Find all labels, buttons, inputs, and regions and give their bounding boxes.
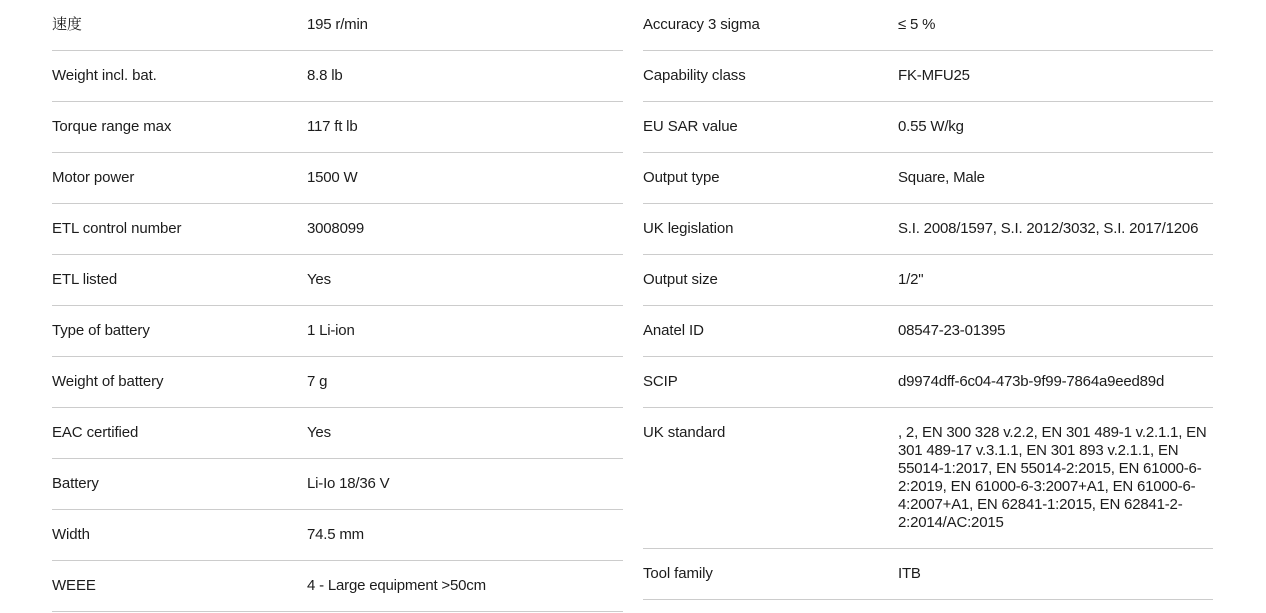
spec-row-eu-sar-value	[643, 102, 1213, 153]
spec-label: Accuracy 3 sigma	[643, 16, 760, 33]
spec-label: ETL control number	[52, 220, 182, 237]
spec-label: Output type	[643, 169, 720, 186]
spec-value: Yes	[307, 271, 331, 288]
spec-column-right	[643, 0, 1213, 600]
spec-row-width	[52, 510, 623, 561]
spec-value: Yes	[307, 424, 331, 441]
spec-row-type-of-battery	[52, 306, 623, 357]
spec-row-speed	[52, 0, 623, 51]
spec-row-etl-listed	[52, 255, 623, 306]
spec-label: Tool family	[643, 565, 713, 582]
spec-row-weee	[52, 561, 623, 612]
spec-label: EAC certified	[52, 424, 139, 441]
spec-row-capability-class	[643, 51, 1213, 102]
spec-label: Weight of battery	[52, 373, 164, 390]
spec-value: 4 - Large equipment >50cm	[307, 577, 486, 594]
spec-value: , 2, EN 300 328 v.2.2, EN 301 489-1 v.2.1.1, EN 301 489-17 v.3.1.1, EN 301 893 v.2.1.1, EN 55014-1:2017, EN 55014-2:2015, EN 61000-6-2:2019, EN 61000-6-3:2007+A1, EN 61000-6-4:2007+A1, EN 62841-1:2015, EN 62841-2-2:2014/AC:2015	[898, 424, 1207, 531]
spec-value: 1 Li-ion	[307, 322, 355, 339]
spec-label: SCIP	[643, 373, 678, 390]
spec-row-uk-legislation	[643, 204, 1213, 255]
spec-row-tool-family	[643, 549, 1213, 600]
spec-label: Torque range max	[52, 118, 172, 135]
spec-value: 117 ft lb	[307, 118, 358, 135]
spec-label: 速度	[52, 16, 82, 33]
spec-row-eac-certified	[52, 408, 623, 459]
spec-value: ≤ 5 %	[898, 16, 936, 33]
spec-label: UK standard	[643, 424, 726, 441]
spec-label: EU SAR value	[643, 118, 738, 135]
spec-value: 7 g	[307, 373, 328, 390]
spec-value: 1/2"	[898, 271, 924, 288]
spec-value: 3008099	[307, 220, 364, 237]
spec-value: 0.55 W/kg	[898, 118, 964, 135]
spec-label: ETL listed	[52, 271, 118, 288]
spec-row-anatel-id	[643, 306, 1213, 357]
spec-value: Square, Male	[898, 169, 985, 186]
spec-row-etl-control-number	[52, 204, 623, 255]
spec-label: Capability class	[643, 67, 746, 84]
spec-row-motor-power	[52, 153, 623, 204]
spec-value: 1500 W	[307, 169, 358, 186]
spec-row-weight-of-battery	[52, 357, 623, 408]
spec-row-uk-standard	[643, 408, 1213, 549]
spec-row-weight-incl-bat	[52, 51, 623, 102]
spec-column-left	[52, 0, 623, 612]
spec-row-scip	[643, 357, 1213, 408]
spec-label: Weight incl. bat.	[52, 67, 157, 84]
spec-label: WEEE	[52, 577, 96, 594]
spec-value: FK-MFU25	[898, 67, 970, 84]
spec-label: Output size	[643, 271, 718, 288]
spec-value: d9974dff-6c04-473b-9f99-7864a9eed89d	[898, 373, 1165, 390]
spec-value: 195 r/min	[307, 16, 368, 33]
spec-row-battery	[52, 459, 623, 510]
spec-label: Anatel ID	[643, 322, 704, 339]
spec-row-accuracy-3-sigma	[643, 0, 1213, 51]
spec-value: 74.5 mm	[307, 526, 364, 543]
spec-value: ITB	[898, 565, 921, 582]
spec-label: Type of battery	[52, 322, 150, 339]
spec-label: Motor power	[52, 169, 135, 186]
spec-value: S.I. 2008/1597, S.I. 2012/3032, S.I. 2017/1206	[898, 220, 1199, 237]
spec-value: Li-Io 18/36 V	[307, 475, 390, 492]
spec-label: UK legislation	[643, 220, 734, 237]
spec-value: 8.8 lb	[307, 67, 343, 84]
spec-label: Battery	[52, 475, 99, 492]
spec-row-output-type	[643, 153, 1213, 204]
spec-row-output-size	[643, 255, 1213, 306]
spec-label: Width	[52, 526, 90, 543]
spec-value: 08547-23-01395	[898, 322, 1006, 339]
spec-row-torque-range-max	[52, 102, 623, 153]
